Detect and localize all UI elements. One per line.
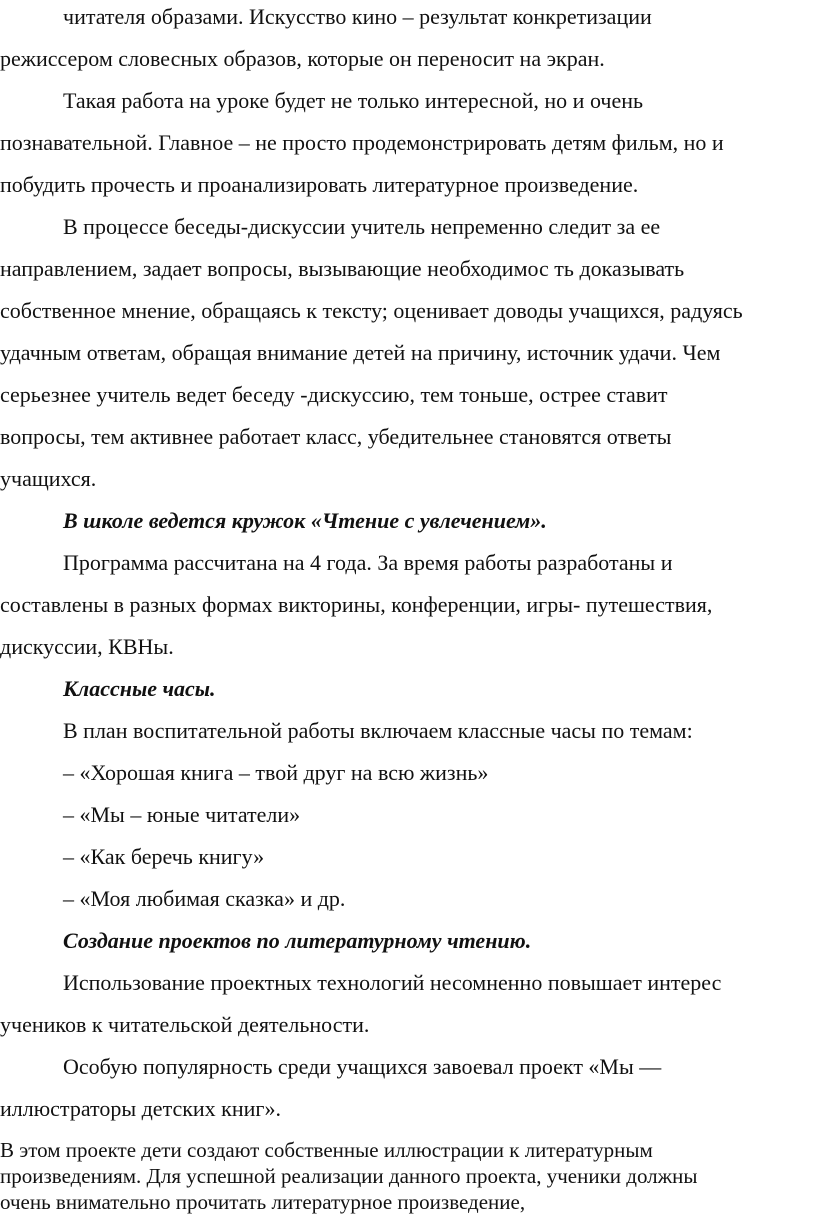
text-line: В процессе беседы-дискуссии учитель непременно следит за ее xyxy=(63,214,661,239)
text-line: дискуссии, КВНы. xyxy=(0,634,174,659)
text-line: Использование проектных технологий несомненно повышает интерес xyxy=(63,970,722,995)
text-line: режиссером словесных образов, которые он переносит на экран. xyxy=(0,46,605,71)
text-line: читателя образами. Искусство кино – результат конкретизации xyxy=(63,4,652,29)
list-item: – «Моя любимая сказка» и др. xyxy=(63,886,346,911)
text-line: учеников к читательской деятельности. xyxy=(0,1012,370,1037)
text-line: Особую популярность среди учащихся завоевал проект «Мы — xyxy=(63,1054,662,1079)
section-heading: Создание проектов по литературному чтению. xyxy=(63,928,532,953)
text-line: удачным ответам, обращая внимание детей на причину, источник удачи. Чем xyxy=(0,340,721,365)
text-line: В этом проекте дети создают собственные иллюстрации к литературным xyxy=(0,1138,653,1162)
text-line: собственное мнение, обращаясь к тексту; оценивает доводы учащихся, радуясь xyxy=(0,298,743,323)
text-line: серьезнее учитель ведет беседу -дискуссию, тем тоньше, острее ставит xyxy=(0,382,668,407)
text-line: познавательной. Главное – не просто продемонстрировать детям фильм, но и xyxy=(0,130,724,155)
text-line: иллюстраторы детских книг». xyxy=(0,1096,281,1121)
list-item: – «Мы – юные читатели» xyxy=(63,802,301,827)
list-item: – «Хорошая книга – твой друг на всю жизнь» xyxy=(63,760,489,785)
text-line: составлены в разных формах викторины, конференции, игры- путешествия, xyxy=(0,592,713,617)
text-line: вопросы, тем активнее работает класс, убедительнее становятся ответы xyxy=(0,424,672,449)
text-line: учащихся. xyxy=(0,466,97,491)
text-line: произведениям. Для успешной реализации данного проекта, ученики должны xyxy=(0,1164,698,1188)
list-item: – «Как беречь книгу» xyxy=(63,844,265,869)
text-line: направлением, задает вопросы, вызывающие необходимос ть доказывать xyxy=(0,256,685,281)
text-line: Такая работа на уроке будет не только интересной, но и очень xyxy=(63,88,644,113)
text-line: побудить прочесть и проанализировать литературное произведение. xyxy=(0,172,639,197)
section-heading: Классные часы. xyxy=(63,676,216,701)
section-heading: В школе ведется кружок «Чтение с увлечением». xyxy=(63,508,547,533)
text-line: В план воспитательной работы включаем классные часы по темам: xyxy=(63,718,693,743)
text-line: очень внимательно прочитать литературное произведение, xyxy=(0,1190,526,1214)
text-line: Программа рассчитана на 4 года. За время работы разработаны и xyxy=(63,550,673,575)
